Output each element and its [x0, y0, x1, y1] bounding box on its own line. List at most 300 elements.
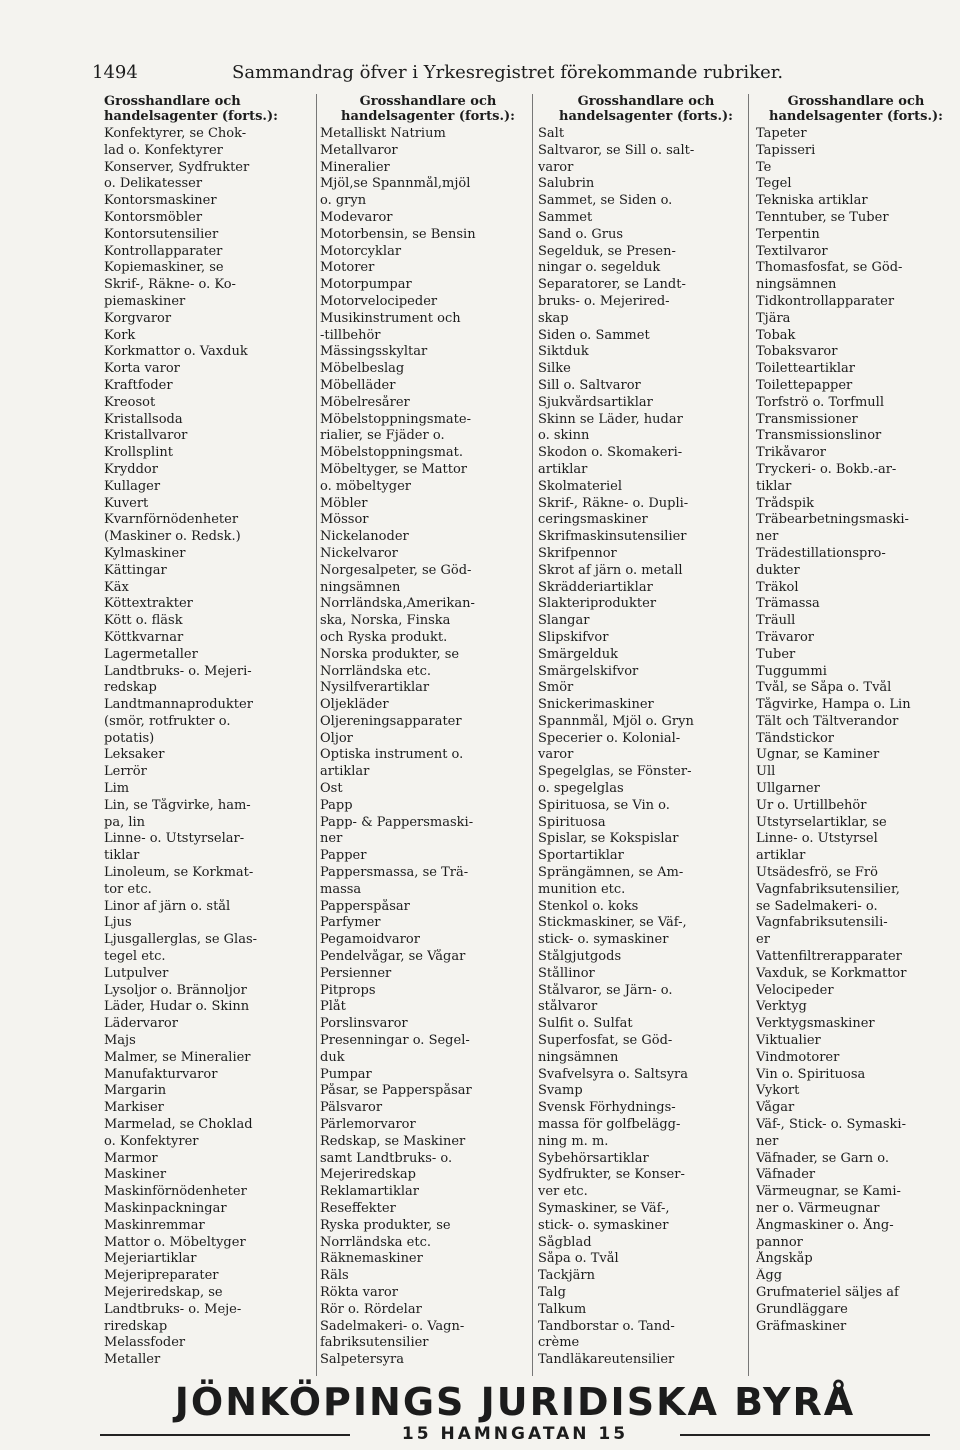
register-entry: Redskap, se Maskiner — [320, 1133, 466, 1149]
register-entry: Nysilfverartiklar — [320, 680, 430, 696]
register-entry: Kristallsoda — [104, 411, 183, 427]
register-entry: Ryska produkter, se — [320, 1217, 451, 1233]
register-entry: Salt — [538, 126, 565, 141]
register-entry: Maskinförnödenheter — [104, 1184, 247, 1200]
register-entry: Möbler — [320, 495, 368, 511]
entry-list — [320, 126, 536, 1369]
register-entry: Lerrör — [104, 764, 147, 780]
register-entry: Väfnader — [756, 1167, 816, 1183]
register-entry: Salpetersyra — [320, 1352, 404, 1368]
register-entry: Lädervaror — [104, 1016, 178, 1032]
register-entry: Räknemaskiner — [320, 1251, 423, 1267]
register-entry: Träbearbetningsmaski- — [756, 512, 909, 528]
register-entry: Möbelbeslag — [320, 361, 405, 377]
register-entry: Vaxduk, se Korkmattor — [756, 965, 907, 981]
register-entry: Spegelglas, se Fönster- — [538, 764, 692, 780]
register-entry: pannor — [756, 1234, 803, 1250]
register-entry: Lutpulver — [104, 965, 169, 981]
register-entry: Motorpumpar — [320, 277, 412, 293]
register-entry: Vagnfabriksutensilier, — [756, 881, 900, 897]
register-entry: massa för golfbelägg- — [538, 1117, 681, 1133]
register-entry: Smärgelduk — [538, 646, 618, 662]
register-entry: Saltvaror, se Sill o. salt- — [538, 142, 695, 158]
register-entry: Tobak — [756, 327, 796, 343]
register-columns — [104, 94, 956, 1376]
register-entry: Terpentin — [756, 226, 820, 242]
register-entry: skap — [538, 310, 569, 326]
page-title: Sammandrag öfver i Yrkesregistret förekommande rubriker. — [232, 62, 784, 83]
register-entry: Pälsvaror — [320, 1100, 383, 1116]
register-entry: Kontrollapparater — [104, 243, 223, 259]
register-entry: Stålvaror, se Järn- o. — [538, 982, 673, 998]
register-entry: Mässingsskyltar — [320, 344, 428, 360]
register-entry: Spislar, se Kokspislar — [538, 831, 679, 847]
register-entry: Mejeriredskap, se — [104, 1284, 223, 1300]
register-entry: ningsämnen — [538, 1049, 619, 1065]
register-entry: Sadelmakeri- o. Vagn- — [320, 1318, 465, 1334]
register-entry: Konfektyrer, se Chok- — [104, 126, 247, 141]
register-entry: Siktduk — [538, 344, 589, 360]
register-entry: Nickelanoder — [320, 529, 409, 545]
register-entry: duk — [320, 1049, 345, 1065]
register-entry: stålvaror — [538, 999, 598, 1015]
register-entry: Korkmattor o. Vaxduk — [104, 344, 248, 360]
register-entry: Lysoljor o. Brännoljor — [104, 982, 247, 998]
register-entry: varor — [538, 159, 574, 175]
register-entry: Pärlemorvaror — [320, 1117, 416, 1133]
register-entry: potatis) — [104, 730, 155, 746]
register-entry: Linor af järn o. stål — [104, 898, 231, 914]
register-entry: Kvarnförnödenheter — [104, 512, 239, 528]
register-entry: Pendelvågar, se Vågar — [320, 949, 466, 965]
register-entry: Musikinstrument och — [320, 310, 461, 326]
register-entry: Skrif-, Räkne- o. Ko- — [104, 277, 236, 293]
register-entry: Grufmateriel säljes af — [756, 1284, 899, 1300]
register-entry: Thomasfosfat, se Göd- — [756, 260, 903, 276]
register-entry: Tjära — [756, 310, 791, 326]
register-entry: Reklamartiklar — [320, 1184, 419, 1200]
register-entry: Skolmateriel — [538, 478, 622, 494]
register-entry: Ångskåp — [756, 1251, 813, 1267]
register-entry: Kuvert — [104, 495, 149, 511]
column-4 — [756, 94, 956, 1376]
footer-rule — [680, 1434, 930, 1436]
register-entry: Värmeugnar, se Kami- — [756, 1184, 901, 1200]
register-entry: Papperspåsar — [320, 898, 410, 914]
register-entry: er — [756, 932, 770, 948]
register-entry: Salubrin — [538, 176, 595, 192]
register-entry: Sulfit o. Sulfat — [538, 1016, 633, 1032]
register-entry: Svamp — [538, 1083, 583, 1099]
register-entry: massa — [320, 881, 362, 897]
register-entry: Tuber — [756, 646, 796, 662]
footer-rule — [100, 1434, 350, 1436]
register-entry: Möbelläder — [320, 377, 396, 393]
register-entry: Verktygsmaskiner — [756, 1016, 875, 1032]
register-entry: Metalliskt Natrium — [320, 126, 446, 141]
footer-address: 15 HAMNGATAN 15 — [401, 1424, 629, 1444]
register-entry: Metaller — [104, 1352, 161, 1368]
register-entry: crème — [538, 1335, 580, 1351]
register-entry: Melassfoder — [104, 1335, 186, 1351]
register-entry: Pumpar — [320, 1066, 372, 1082]
register-entry: piemaskiner — [104, 293, 186, 309]
register-entry: ner o. Värmeugnar — [756, 1201, 880, 1216]
register-entry: Möbelstoppningsmat. — [320, 445, 464, 461]
register-entry: Stenkol o. koks — [538, 898, 639, 914]
register-entry: munition etc. — [538, 881, 626, 897]
register-entry: ningsämnen — [320, 579, 401, 595]
register-entry: tiklar — [756, 478, 792, 494]
register-entry: Trävaror — [756, 629, 814, 645]
register-entry: Slipskifvor — [538, 629, 609, 645]
register-entry: Spirituosa, se Vin o. — [538, 797, 670, 813]
register-entry: Utstyrselartiklar, se — [756, 814, 887, 830]
register-entry: Markiser — [104, 1100, 164, 1116]
register-entry: Vindmotorer — [756, 1049, 840, 1065]
register-entry: ner — [756, 1133, 779, 1149]
register-entry: tor etc. — [104, 881, 152, 897]
column-3 — [538, 94, 754, 1376]
register-entry: Såpa o. Tvål — [538, 1251, 619, 1267]
register-entry: Papper — [320, 848, 367, 864]
register-entry: och Ryska produkt. — [320, 629, 448, 645]
register-entry: Tågvirke, Hampa o. Lin — [756, 697, 911, 713]
register-entry: Talg — [538, 1284, 566, 1300]
register-entry: Landtbruks- o. Mejeri- — [104, 663, 252, 679]
register-entry: Stickmaskiner, se Väf-, — [538, 915, 687, 931]
register-entry: Kontorsmaskiner — [104, 193, 217, 209]
register-entry: Väfnader, se Garn o. — [756, 1150, 890, 1166]
register-entry: Kontorsutensilier — [104, 226, 219, 242]
register-entry: Kullager — [104, 478, 161, 494]
register-entry: Möbeltyger, se Mattor — [320, 461, 467, 477]
register-entry: Silke — [538, 361, 571, 377]
column-heading-line: handelsagenter (forts.): — [559, 109, 733, 124]
register-entry: Läder, Hudar o. Skinn — [104, 999, 250, 1015]
register-entry: Köttkvarnar — [104, 629, 184, 645]
register-entry: Talkum — [538, 1301, 587, 1317]
register-entry: Lagermetaller — [104, 646, 198, 662]
register-entry: Tält och Tältverandor — [756, 713, 899, 729]
register-entry: Pitprops — [320, 982, 376, 998]
register-entry: Verktyg — [756, 999, 807, 1015]
register-entry: Vin o. Spirituosa — [756, 1066, 866, 1082]
register-entry: artiklar — [320, 764, 370, 780]
register-entry: Papp — [320, 797, 353, 813]
register-entry: Ull — [756, 764, 776, 780]
register-entry: Mineralier — [320, 159, 390, 175]
register-entry: Träull — [756, 613, 796, 629]
footer-banner — [100, 1382, 930, 1444]
register-entry: Lin, se Tågvirke, ham- — [104, 797, 251, 813]
register-entry: Landtbruks- o. Meje- — [104, 1301, 242, 1317]
register-entry: Linoleum, se Korkmat- — [104, 865, 254, 881]
register-entry: (smör, rotfrukter o. — [104, 713, 231, 729]
register-entry: Majs — [104, 1033, 136, 1049]
register-entry: Ljus — [104, 915, 132, 931]
register-entry: Tobaksvaror — [756, 344, 838, 360]
register-entry: Maskinremmar — [104, 1217, 205, 1233]
register-entry: Norgesalpeter, se Göd- — [320, 562, 472, 578]
register-entry: varor — [538, 747, 574, 763]
register-entry: Oljereningsapparater — [320, 713, 462, 729]
register-entry: Nickelvaror — [320, 545, 398, 561]
register-entry: Reseffekter — [320, 1201, 396, 1216]
page-header — [92, 62, 932, 92]
register-entry: Norska produkter, se — [320, 646, 460, 662]
register-entry: Ägg — [756, 1268, 783, 1284]
register-entry: Kork — [104, 327, 136, 343]
register-entry: Slangar — [538, 613, 590, 629]
register-entry: ner — [756, 529, 779, 545]
register-entry: Norrländska etc. — [320, 663, 431, 679]
register-entry: Norrländska,Amerikan- — [320, 596, 475, 612]
register-entry: Träkol — [756, 579, 799, 595]
register-entry: Siden o. Sammet — [538, 327, 650, 343]
register-entry: fabriksutensilier — [320, 1335, 429, 1351]
register-entry: Ost — [320, 781, 343, 797]
register-entry: artiklar — [756, 848, 806, 864]
register-entry: Kött o. fläsk — [104, 613, 183, 629]
register-entry: Slakteriprodukter — [538, 596, 657, 612]
register-entry: Mejeripreparater — [104, 1268, 219, 1284]
register-entry: lad o. Konfektyrer — [104, 142, 223, 158]
register-entry: Motorvelocipeder — [320, 293, 438, 309]
register-entry: Maskinpackningar — [104, 1201, 227, 1216]
register-entry: Sammet, se Siden o. — [538, 193, 673, 209]
register-entry: Möbelresårer — [320, 394, 410, 410]
register-entry: Skrif-, Räkne- o. Dupli- — [538, 495, 689, 511]
register-entry: Sjukvårdsartiklar — [538, 394, 653, 410]
register-entry: o. möbeltyger — [320, 478, 411, 494]
register-entry: Pegamoidvaror — [320, 932, 420, 948]
register-entry: Ur o. Urtillbehör — [756, 797, 867, 813]
register-entry: Presenningar o. Segel- — [320, 1033, 470, 1049]
register-entry: Stållinor — [538, 965, 595, 981]
register-entry: Plåt — [320, 999, 346, 1015]
register-entry: Gräfmaskiner — [756, 1318, 847, 1334]
register-entry: redskap — [104, 680, 157, 696]
register-entry: Tidkontrollapparater — [756, 293, 895, 309]
register-entry: Landtmannaprodukter — [104, 697, 253, 713]
register-entry: Toilettepapper — [756, 377, 853, 393]
register-entry: Snickerimaskiner — [538, 697, 654, 713]
register-entry: Svensk Förhydnings- — [538, 1100, 676, 1116]
register-entry: Sybehörsartiklar — [538, 1150, 649, 1166]
register-entry: Tackjärn — [538, 1268, 595, 1284]
register-entry: Marmelad, se Choklad — [104, 1117, 253, 1133]
register-entry: Transmissioner — [756, 411, 858, 427]
entry-list — [104, 126, 318, 1369]
register-entry: Vågar — [756, 1100, 795, 1116]
register-entry: ningar o. segelduk — [538, 260, 661, 276]
register-entry: Textilvaror — [756, 243, 828, 259]
register-entry: artiklar — [538, 461, 588, 477]
register-entry: se Sadelmakeri- o. — [756, 898, 878, 914]
register-entry: o. skinn — [538, 428, 590, 444]
register-entry: Smärgelskifvor — [538, 663, 639, 679]
register-entry: Trämassa — [756, 596, 820, 612]
register-entry: Kopiemaskiner, se — [104, 260, 224, 276]
register-entry: Konserver, Sydfrukter — [104, 159, 250, 175]
register-entry: Papp- & Pappersmaski- — [320, 814, 474, 830]
register-entry: Pappersmassa, se Trä- — [320, 865, 469, 881]
entry-list — [538, 126, 754, 1369]
register-entry: ner — [320, 831, 343, 847]
column-heading-line: handelsagenter (forts.): — [104, 109, 278, 124]
register-entry: Tändstickor — [756, 730, 834, 746]
register-entry: Skrädderiartiklar — [538, 579, 653, 595]
register-entry: Påsar, se Papperspåsar — [320, 1083, 472, 1099]
register-entry: Linne- o. Utstyrselar- — [104, 831, 245, 847]
register-entry: Segelduk, se Presen- — [538, 243, 676, 259]
register-entry: Köttextrakter — [104, 596, 193, 612]
register-entry: Kraftfoder — [104, 377, 173, 393]
register-entry: Linne- o. Utstyrsel — [756, 831, 878, 847]
register-entry: Ångmaskiner o. Ång- — [756, 1217, 894, 1233]
register-entry: Motorer — [320, 260, 375, 276]
register-entry: Vattenfiltrerapparater — [756, 949, 902, 965]
register-entry: Modevaror — [320, 209, 393, 225]
register-entry: Tapeter — [756, 126, 807, 141]
register-entry: Mössor — [320, 512, 369, 528]
register-entry: Lim — [104, 781, 130, 797]
register-entry: Toiletteartiklar — [756, 361, 855, 377]
register-entry: pa, lin — [104, 814, 146, 830]
register-entry: Utsädesfrö, se Frö — [756, 865, 878, 881]
register-entry: Sand o. Grus — [538, 226, 623, 242]
register-entry: Möbelstoppningsmate- — [320, 411, 471, 427]
register-entry: Metallvaror — [320, 142, 398, 158]
register-entry: Viktualier — [756, 1033, 821, 1049]
register-entry: Kristallvaror — [104, 428, 188, 444]
register-entry: Separatorer, se Landt- — [538, 277, 686, 293]
register-entry: Skrifpennor — [538, 545, 617, 561]
register-entry: tiklar — [104, 848, 140, 864]
register-entry: Tandborstar o. Tand- — [538, 1318, 675, 1334]
register-entry: Käx — [104, 579, 129, 595]
register-entry: (Maskiner o. Redsk.) — [104, 529, 241, 545]
register-entry: Motorbensin, se Bensin — [320, 226, 476, 242]
register-entry: Spannmål, Mjöl o. Gryn — [538, 713, 694, 729]
register-entry: samt Landtbruks- o. — [320, 1150, 453, 1166]
register-entry: Rökta varor — [320, 1284, 398, 1300]
column-heading-line: Grosshandlare och — [359, 94, 497, 109]
register-entry: Tryckeri- o. Bokb.-ar- — [756, 461, 897, 477]
register-entry: o. Konfektyrer — [104, 1133, 199, 1149]
register-entry: Sågblad — [538, 1234, 592, 1250]
column-heading-line: Grosshandlare och — [104, 94, 241, 109]
register-entry: Korgvaror — [104, 310, 172, 326]
register-entry: Mjöl,se Spannmål,mjöl — [320, 176, 471, 192]
register-entry: ska, Norska, Finska — [320, 613, 451, 629]
register-entry: Kättingar — [104, 562, 167, 578]
register-entry: Kylmaskiner — [104, 545, 186, 561]
register-entry: Leksaker — [104, 747, 165, 763]
register-entry: Maskiner — [104, 1167, 167, 1183]
register-entry: Ugnar, se Kaminer — [756, 747, 880, 763]
column-1 — [104, 94, 318, 1376]
register-entry: Skrifmaskinsutensilier — [538, 529, 687, 545]
register-entry: riredskap — [104, 1318, 168, 1334]
register-entry: Parfymer — [320, 915, 381, 931]
register-entry: Superfosfat, se Göd- — [538, 1033, 673, 1049]
column-heading-line: handelsagenter (forts.): — [769, 109, 943, 124]
column-2 — [320, 94, 536, 1376]
register-entry: Tegel — [756, 176, 792, 192]
register-entry: Marmor — [104, 1150, 158, 1166]
page-number: 1494 — [92, 62, 138, 83]
register-entry: Te — [756, 159, 772, 175]
register-entry: Trikåvaror — [756, 445, 827, 461]
register-entry: Tapisseri — [756, 142, 816, 158]
entry-list — [756, 126, 956, 1335]
column-heading-line: handelsagenter (forts.): — [341, 109, 515, 124]
register-entry: Mejeriartiklar — [104, 1251, 197, 1267]
register-entry: Svafvelsyra o. Saltsyra — [538, 1066, 689, 1082]
register-entry: Kryddor — [104, 461, 158, 477]
register-entry: Väf-, Stick- o. Symaski- — [756, 1117, 906, 1133]
register-entry: ningsämnen — [756, 277, 837, 293]
column-heading-line: Grosshandlare och — [787, 94, 925, 109]
register-entry: Kontorsmöbler — [104, 209, 203, 225]
register-entry: Sportartiklar — [538, 848, 624, 864]
register-entry: Porslinsvaror — [320, 1016, 408, 1032]
register-entry: stick- o. symaskiner — [538, 932, 669, 948]
register-entry: Sammet — [538, 209, 593, 225]
register-entry: Tuggummi — [756, 663, 827, 679]
register-entry: ceringsmaskiner — [538, 512, 648, 528]
register-entry: ning m. m. — [538, 1133, 609, 1149]
register-entry: Tenntuber, se Tuber — [756, 209, 889, 225]
register-entry: Spirituosa — [538, 814, 606, 830]
register-entry: Tandläkareutensilier — [538, 1352, 675, 1368]
register-entry: Norrländska etc. — [320, 1234, 431, 1250]
register-entry: Optiska instrument o. — [320, 747, 464, 763]
register-entry: Symaskiner, se Väf-, — [538, 1201, 670, 1216]
register-entry: Stålgjutgods — [538, 949, 622, 965]
register-entry: o. spegelglas — [538, 781, 624, 797]
register-entry: Mattor o. Möbeltyger — [104, 1234, 246, 1250]
register-entry: Vagnfabriksutensili- — [756, 915, 888, 931]
register-entry: Ullgarner — [756, 781, 820, 797]
register-entry: ver etc. — [538, 1184, 588, 1200]
register-entry: Skrot af järn o. metall — [538, 562, 683, 578]
register-entry: Krollsplint — [104, 445, 173, 461]
register-entry: Sprängämnen, se Am- — [538, 865, 684, 881]
register-entry: Rör o. Rördelar — [320, 1301, 422, 1317]
register-entry: Manufakturvaror — [104, 1066, 218, 1082]
register-entry: Sill o. Saltvaror — [538, 377, 641, 393]
register-entry: Malmer, se Mineralier — [104, 1049, 251, 1065]
register-entry: Ljusgallerglas, se Glas- — [104, 932, 258, 948]
register-entry: Tvål, se Såpa o. Tvål — [756, 680, 892, 696]
register-entry: Korta varor — [104, 361, 180, 377]
register-entry: Persienner — [320, 965, 392, 981]
register-entry: Vykort — [756, 1083, 800, 1099]
register-entry: -tillbehör — [320, 327, 381, 343]
column-heading-line: Grosshandlare och — [577, 94, 715, 109]
register-entry: tegel etc. — [104, 949, 166, 965]
register-entry: Mejeriredskap — [320, 1167, 416, 1183]
register-entry: Smör — [538, 680, 574, 696]
register-entry: bruks- o. Mejerired- — [538, 293, 670, 309]
register-entry: Sydfrukter, se Konser- — [538, 1167, 685, 1183]
register-entry: Grundläggare — [756, 1301, 848, 1317]
register-entry: o. Delikatesser — [104, 176, 203, 192]
register-entry: Oljor — [320, 730, 353, 746]
